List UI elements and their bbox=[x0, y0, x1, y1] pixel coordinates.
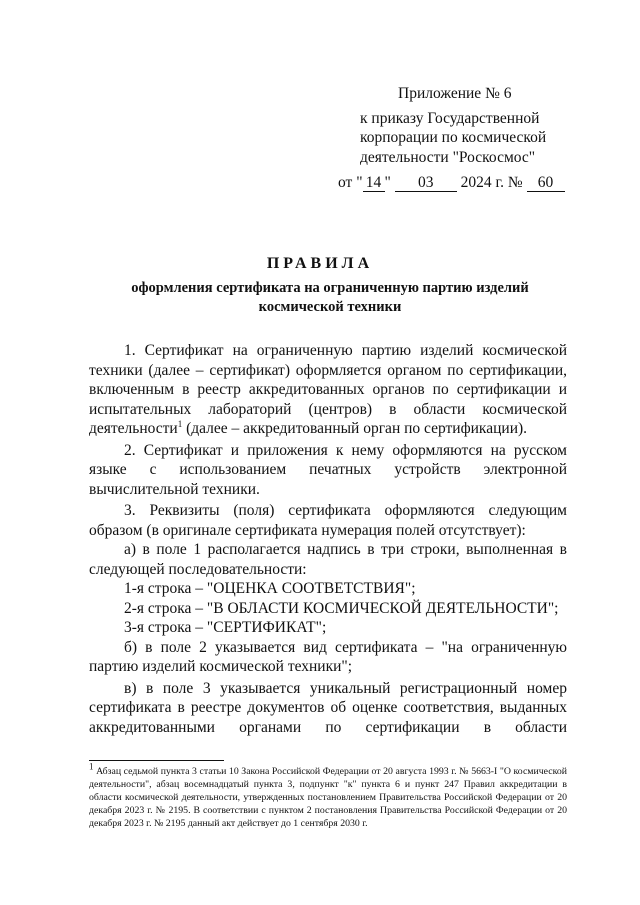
annex-order-line: корпорации по космической bbox=[360, 129, 547, 146]
footnote-reference: 1 bbox=[177, 418, 183, 429]
paragraph-text: 1. Сертификат на ограниченную партию изделий космической техники (далее – сертификат) оформляется органом по сертификации, включенным в реестр аккредитованных органов по сертификации и испытательных лабораторий (центров) в области космической деятельности bbox=[89, 342, 567, 437]
annex-order-line: деятельности "Роскосмос" bbox=[360, 148, 536, 166]
subparagraph-v: в) в поле 3 указывается уникальный регистрационный номер сертификата в реестре документов об оценке соответствия, выданных аккредитованными органами по сертификации в области bbox=[89, 679, 567, 736]
order-year: 2024 г. № bbox=[460, 174, 523, 191]
footnote-text: Абзац седьмой пункта 3 статьи 10 Закона Российской Федерации от 20 августа 1993 г. № 5663-I "О космической деятельности", абзац восемнадцатый пункта 3, подпункт "к" пункта 6 и пункт 247 Правил аккредитации в области космической деятельности, утвержденных постановлением Правительства Российской Федерации от 20 декабря 2023 г. № 2195. В соответствии с пунктом 2 постановления Правительства Российской Федерации от 20 декабря 2023 г. № 2195 данный акт действует до 1 сентября 2030 г. bbox=[89, 766, 567, 829]
order-number: 60 bbox=[527, 175, 565, 192]
subparagraph-a: а) в поле 1 располагается надпись в три строки, выполненная в следующей последовательности: bbox=[89, 541, 567, 578]
field-line-2: 2-я строка – "В ОБЛАСТИ КОСМИЧЕСКОЙ ДЕЯТЕЛЬНОСТИ"; bbox=[124, 599, 559, 617]
annex-order-line: к приказу Государственной bbox=[360, 109, 540, 127]
rules-title: ПРАВИЛА bbox=[266, 255, 374, 272]
subtitle-line: космической техники bbox=[258, 298, 402, 315]
annex-header bbox=[338, 84, 568, 193]
paragraph-1 bbox=[89, 341, 567, 439]
annex-title: Приложение № 6 bbox=[398, 85, 512, 102]
document-body bbox=[89, 341, 567, 737]
date-prefix: от " bbox=[338, 174, 363, 191]
order-day: 14 bbox=[363, 175, 385, 192]
paragraph-2: 2. Сертификат и приложения к нему оформляются на русском языке с использованием печатных устройств электронной вычислительной техники. bbox=[89, 441, 567, 498]
footnote-mark: 1 bbox=[89, 761, 94, 772]
field-line-3: 3-я строка – "СЕРТИФИКАТ"; bbox=[124, 619, 327, 636]
date-quote: " bbox=[384, 174, 391, 191]
order-date-line bbox=[338, 173, 568, 193]
subtitle-line: оформления сертификата на ограниченную партию изделий bbox=[131, 280, 529, 296]
order-month: 03 bbox=[395, 175, 457, 192]
footnote-separator bbox=[89, 760, 224, 761]
field-line-1: 1-я строка – "ОЦЕНКА СООТВЕТСТВИЯ"; bbox=[124, 580, 416, 597]
subparagraph-b: б) в поле 2 указывается вид сертификата – "на ограниченную партию изделий космической техники"; bbox=[89, 638, 567, 675]
paragraph-text: (далее – аккредитованный орган по сертификации). bbox=[186, 420, 528, 437]
rules-subtitle bbox=[90, 279, 570, 316]
paragraph-3: 3. Реквизиты (поля) сертификата оформляются следующим образом (в оригинале сертификата нумерация полей отсутствует): bbox=[89, 502, 567, 539]
footnote bbox=[89, 761, 567, 830]
